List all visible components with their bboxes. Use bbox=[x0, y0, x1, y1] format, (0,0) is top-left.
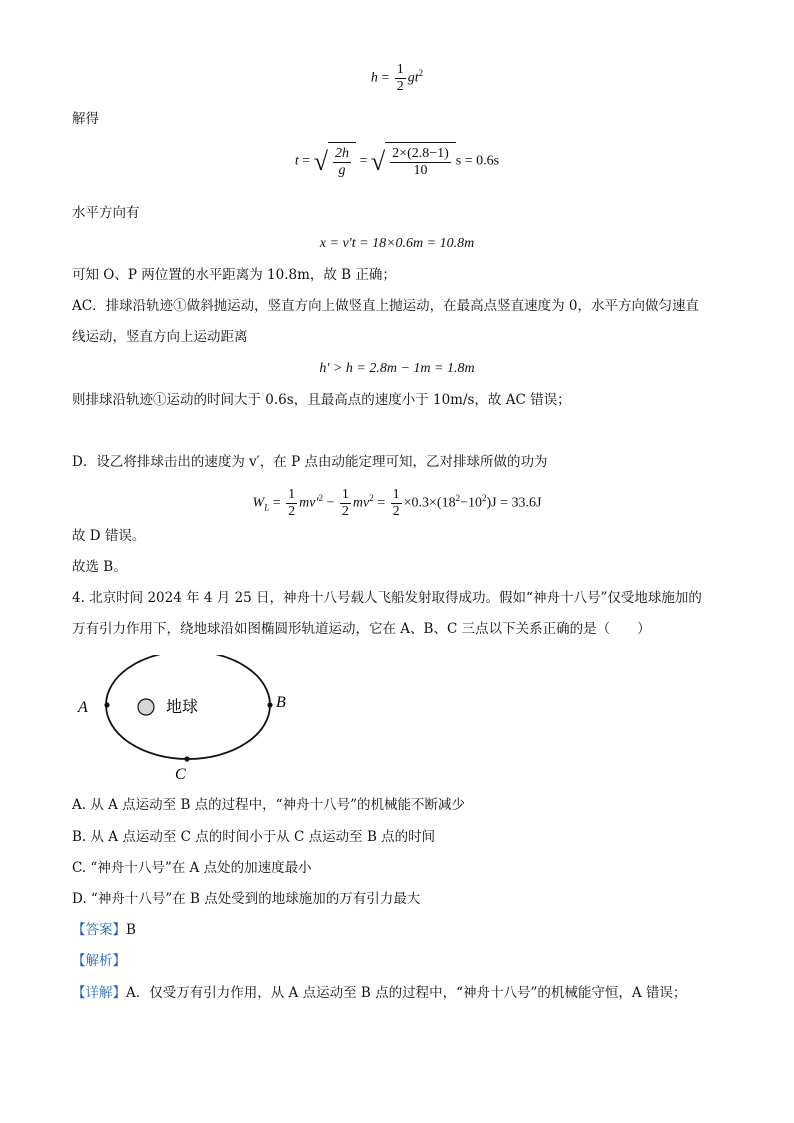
fraction bbox=[391, 487, 402, 520]
eq-var: W bbox=[252, 495, 265, 511]
label-a: A bbox=[78, 699, 88, 716]
eq-term: mv bbox=[352, 495, 370, 511]
fraction bbox=[395, 62, 406, 95]
eq-equals: = bbox=[359, 153, 368, 169]
denominator: 2 bbox=[392, 503, 400, 519]
text-ac-conclusion: 则排球沿轨迹①运动的时间大于 0.6s，且最高点的速度小于 10m/s，故 AC 错误； bbox=[72, 392, 571, 408]
numerator: 1 bbox=[288, 486, 296, 502]
point-b bbox=[267, 702, 272, 707]
equation-time bbox=[0, 142, 794, 181]
numerator: 1 bbox=[392, 486, 400, 502]
eq-term: ×0.3×(18 bbox=[403, 495, 456, 511]
numerator: 1 bbox=[341, 486, 349, 502]
detail-label: 【详解】 bbox=[72, 985, 126, 1001]
radical-sign: √ bbox=[370, 146, 386, 176]
fraction bbox=[333, 146, 351, 179]
text-choose-b: 故选 B。 bbox=[72, 559, 127, 575]
exponent: 2 bbox=[369, 493, 374, 503]
denominator: 2 bbox=[396, 79, 404, 94]
denominator: 10 bbox=[413, 163, 428, 179]
subscript: L bbox=[264, 502, 270, 513]
eq-minus: − bbox=[326, 495, 335, 511]
eq-term: gt bbox=[407, 70, 419, 86]
text-d: D．设乙将排球击出的速度为 v′，在 P 点由动能定理可知，乙对排球所做的功为 bbox=[72, 454, 548, 470]
answer-line bbox=[72, 921, 136, 939]
option-a: A. 从 A 点运动至 B 点的过程中，“神舟十八号”的机械能不断减少 bbox=[72, 797, 465, 813]
numerator: 2×(2.8−1) bbox=[392, 146, 449, 162]
eq-equals: = bbox=[381, 70, 390, 86]
detail-line bbox=[72, 984, 686, 1002]
exponent: 2 bbox=[418, 68, 424, 79]
text-d-conclusion: 故 D 错误。 bbox=[72, 528, 146, 544]
text-ac-line1: AC．排球沿轨迹①做斜抛运动，竖直方向上做竖直上抛运动，在最高点竖直速度为 0，水平方向做匀速直 bbox=[72, 298, 699, 314]
eq-equals: = bbox=[272, 495, 281, 511]
point-a bbox=[104, 702, 109, 707]
exponent: 2 bbox=[455, 493, 461, 503]
equation-work bbox=[0, 480, 794, 525]
option-c: C. “神舟十八号”在 A 点处的加速度最小 bbox=[72, 860, 312, 876]
option-b: B. 从 A 点运动至 C 点的时间小于从 C 点运动至 B 点的时间 bbox=[72, 829, 436, 845]
point-c bbox=[184, 756, 189, 761]
eq-equals: = bbox=[377, 495, 386, 511]
label-b: B bbox=[276, 694, 286, 711]
sqrt-body bbox=[385, 142, 456, 181]
orbit-diagram bbox=[70, 655, 300, 785]
question-4-line1: 4. 北京时间 2024 年 4 月 25 日，神舟十八号载人飞船发射取得成功。假如“神舟十八号”仅受地球施加的 bbox=[72, 590, 702, 606]
eq-equals: = bbox=[302, 153, 311, 169]
text-ac-line2: 线运动，竖直方向上运动距离 bbox=[72, 329, 248, 345]
fraction bbox=[390, 146, 451, 179]
eq-term: −10 bbox=[460, 495, 482, 511]
fraction bbox=[340, 487, 351, 520]
denominator: g bbox=[338, 163, 346, 179]
sqrt-2 bbox=[371, 142, 456, 181]
text-conclusion-b: 可知 O、P 两位置的水平距离为 10.8m，故 B 正确； bbox=[72, 267, 396, 283]
answer-label: 【答案】 bbox=[72, 922, 126, 938]
equation-height: h′ > h = 2.8m − 1m = 1.8m bbox=[319, 361, 475, 376]
denominator: 2 bbox=[341, 503, 349, 519]
earth-circle bbox=[138, 699, 154, 715]
text-jiede: 解得 bbox=[72, 111, 99, 127]
numerator: 1 bbox=[396, 62, 404, 77]
analysis-label: 【解析】 bbox=[72, 953, 126, 969]
answer-value: B bbox=[126, 922, 136, 938]
question-4-line2: 万有引力作用下，绕地球沿如图椭圆形轨道运动，它在 A、B、C 三点以下关系正确的是（ ） bbox=[72, 621, 651, 637]
label-earth: 地球 bbox=[166, 697, 199, 716]
denominator: 2 bbox=[288, 503, 296, 519]
option-d: D. “神舟十八号”在 B 点处受到的地球施加的万有引力最大 bbox=[72, 891, 421, 907]
eq-var: h bbox=[370, 70, 378, 86]
equation-horizontal: x = v′t = 18×0.6m = 10.8m bbox=[319, 236, 475, 251]
exponent: 2 bbox=[318, 493, 323, 503]
detail-text: A．仅受万有引力作用，从 A 点运动至 B 点的过程中，“神舟十八号”的机械能守恒，A 错误； bbox=[126, 985, 687, 1001]
text-shuiping: 水平方向有 bbox=[72, 205, 140, 221]
eq-result: = 0.6s bbox=[464, 153, 500, 169]
label-c: C bbox=[175, 766, 186, 783]
fraction bbox=[286, 487, 297, 520]
numerator: 2h bbox=[334, 146, 349, 162]
equation-free-fall bbox=[0, 62, 794, 95]
eq-term: mv′ bbox=[299, 495, 319, 511]
eq-var: t bbox=[294, 153, 299, 169]
analysis-line bbox=[72, 952, 126, 970]
exponent: 2 bbox=[482, 493, 487, 503]
sqrt-1 bbox=[314, 142, 356, 181]
unit: s bbox=[455, 153, 462, 169]
eq-result: )J = 33.6J bbox=[486, 495, 542, 511]
sqrt-body bbox=[328, 142, 356, 181]
radical-sign: √ bbox=[313, 146, 328, 176]
